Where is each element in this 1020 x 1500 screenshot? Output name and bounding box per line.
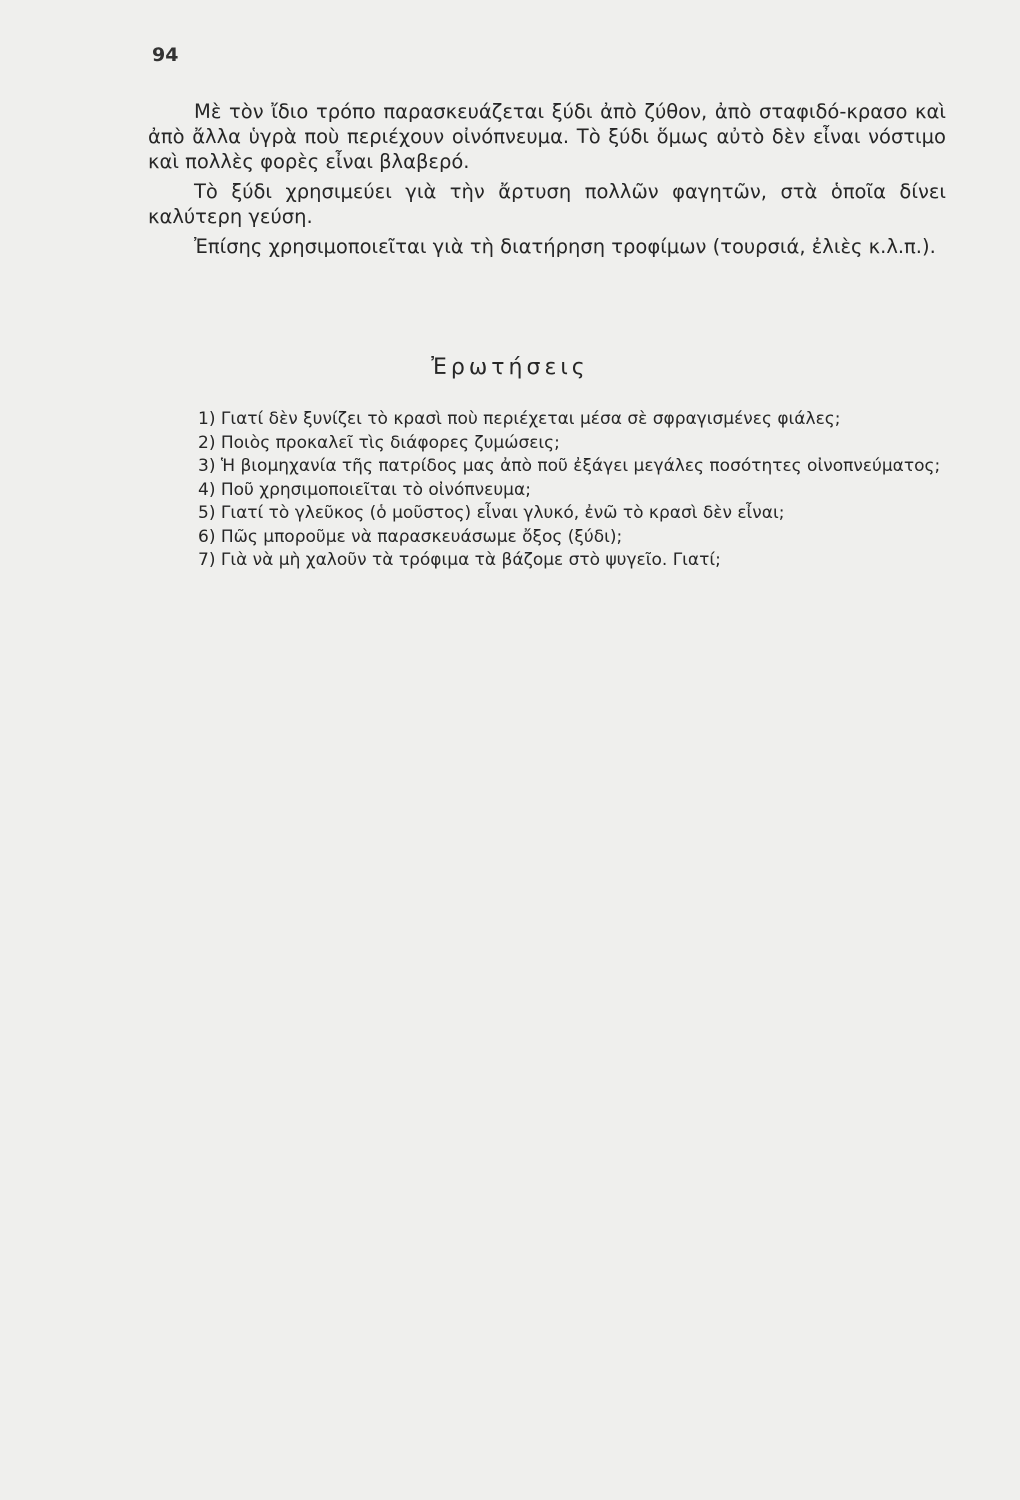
questions-list [148, 408, 948, 573]
question-item: 7) Γιὰ νὰ μὴ χαλοῦν τὰ τρόφιμα τὰ βάζομε στὸ ψυγεῖο. Γιατί; [198, 550, 721, 570]
question-item [148, 455, 948, 479]
paragraph [148, 234, 946, 259]
paragraph-text: Ἐπίσης χρησιμοποιεῖται γιὰ τὴ διατήρηση τροφίμων (τουρσιά, ἐλιὲς κ.λ.π.). [194, 235, 936, 258]
section-heading: Ἐρωτήσεις [431, 355, 589, 380]
question-text: 3) Ἡ βιομηχανία τῆς πατρίδος μας ἀπὸ ποῦ ἐξάγει μεγάλες ποσότητες οἰνοπνεύματος; [198, 456, 941, 476]
question-item: 4) Ποῦ χρησιμοποιεῖται τὸ οἰνόπνευμα; [198, 479, 531, 500]
body-text [148, 99, 946, 264]
page-number: 94 [152, 44, 179, 66]
question-item: 2) Ποιὸς προκαλεῖ τὶς διάφορες ζυμώσεις; [198, 432, 560, 453]
paragraph-text: Τὸ ξύδι χρησιμεύει γιὰ τὴν ἄρτυση πολλῶν φαγητῶν, στὰ ὁποῖα δίνει καλύτερη γεύση. [148, 180, 946, 228]
question-item: 6) Πῶς μποροῦμε νὰ παρασκευάσωμε ὄξος (ξύδι); [198, 526, 623, 547]
question-item: 1) Γιατί δὲν ξυνίζει τὸ κρασὶ ποὺ περιέχεται μέσα σὲ σφραγισμένες φιάλες; [198, 409, 841, 429]
paragraph [148, 179, 946, 229]
paragraph-text: Μὲ τὸν ἴδιο τρόπο παρασκευάζεται ξύδι ἀπὸ ζύθον, ἀπὸ σταφιδό-κρασο καὶ ἀπὸ ἄλλα ὑγρὰ ποὺ περιέχουν οἰνόπνευμα. Τὸ ξύδι ὅμως αὐτὸ δὲν εἶναι νόστιμο καὶ πολλὲς φορὲς εἶναι βλαβερό. [148, 100, 946, 173]
paragraph [148, 99, 946, 174]
question-item: 5) Γιατί τὸ γλεῦκος (ὁ μοῦστος) εἶναι γλυκό, ἐνῶ τὸ κρασὶ δὲν εἶναι; [198, 503, 785, 523]
